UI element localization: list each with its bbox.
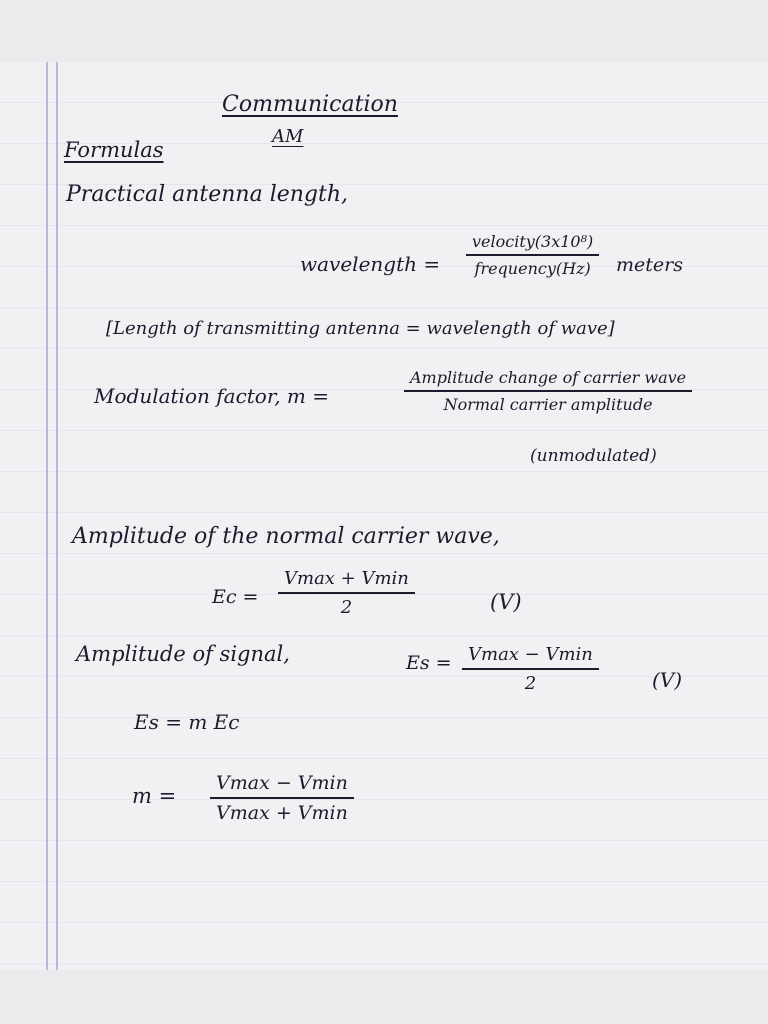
carrier-heading: Amplitude of the normal carrier wave, — [72, 524, 500, 549]
m-fraction — [210, 772, 354, 824]
modulation-denominator-note: (unmodulated) — [530, 446, 657, 466]
m-lhs: m = — [132, 784, 177, 808]
section-heading: Formulas — [64, 138, 164, 162]
antenna-note: [Length of transmitting antenna = wavelength of wave] — [106, 318, 615, 339]
carrier-fraction — [278, 568, 415, 618]
signal-unit: (V) — [652, 668, 683, 692]
page-title: Communication — [222, 92, 398, 117]
signal-fraction — [462, 644, 599, 694]
modulation-numerator: Amplitude change of carrier wave — [410, 368, 687, 387]
carrier-unit: (V) — [490, 590, 522, 614]
relation-equation: Es = m Ec — [134, 710, 240, 734]
signal-denominator: 2 — [524, 672, 537, 694]
margin-line-left — [46, 62, 48, 970]
wavelength-unit: meters — [616, 254, 683, 276]
carrier-numerator: Vmax + Vmin — [284, 568, 409, 589]
m-denominator: Vmax + Vmin — [216, 801, 348, 824]
margin-line-right — [56, 62, 58, 970]
signal-numerator: Vmax − Vmin — [468, 644, 593, 665]
wavelength-fraction — [466, 232, 599, 278]
modulation-lhs: Modulation factor, m = — [94, 384, 329, 408]
carrier-lhs: Ec = — [212, 586, 259, 608]
carrier-denominator: 2 — [340, 596, 353, 618]
signal-lhs: Es = — [406, 652, 452, 674]
modulation-fraction — [404, 368, 692, 414]
page-subtitle: AM — [272, 126, 304, 147]
wavelength-numerator: velocity(3x10⁸) — [472, 232, 594, 251]
modulation-denominator: Normal carrier amplitude — [443, 394, 653, 414]
m-numerator: Vmax − Vmin — [216, 772, 348, 794]
wavelength-lhs: wavelength = — [300, 252, 441, 276]
signal-heading: Amplitude of signal, — [76, 642, 290, 666]
antenna-heading: Practical antenna length, — [66, 182, 349, 207]
wavelength-denominator: frequency(Hz) — [474, 258, 591, 278]
